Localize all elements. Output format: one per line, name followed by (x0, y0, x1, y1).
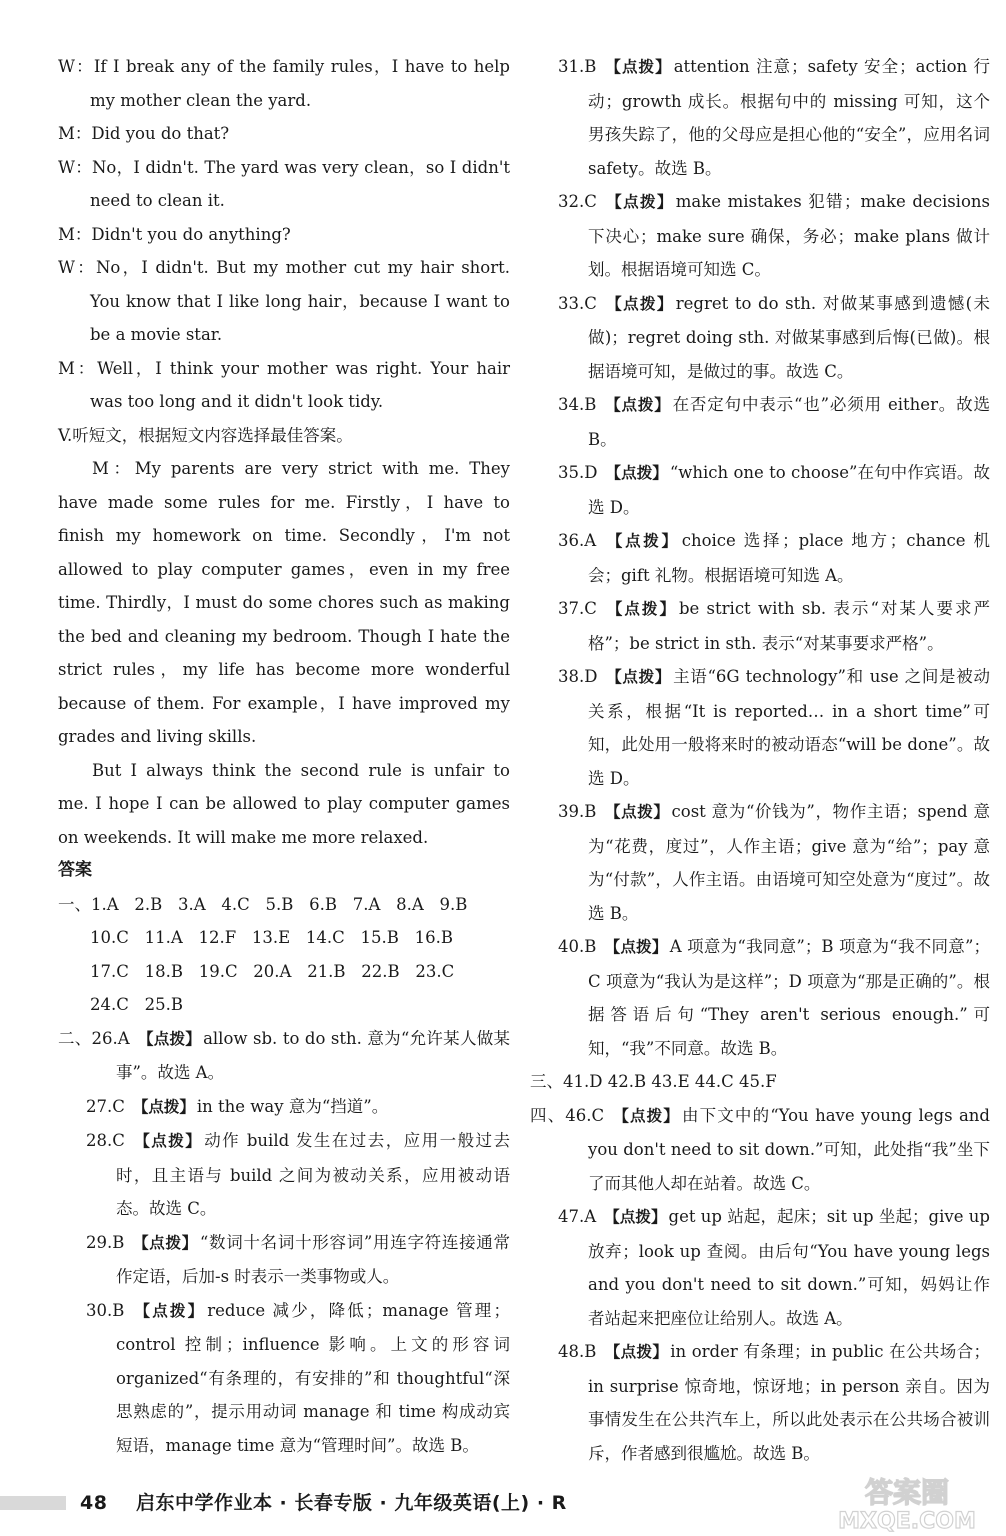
answer-explanation: A 项意为“我同意”；B 项意为“我不同意”；C 项意为“我认为是这样”；D 项意为“那是正确的”。根据答语后句“They aren't serious enough.”可知，“我”不同意。故选 B。 (588, 937, 990, 1058)
answer-item (530, 1200, 990, 1335)
dialogue-line: W：If I break any of the family rules，I have to help my mother clean the yard. (58, 57, 510, 110)
answer-row: 10.C 11.A 12.F 13.E 14.C 15.B 16.B (90, 928, 453, 947)
answer-explanation: get up 站起，起床；sit up 坐起；give up 放弃；look up 查阅。由后句“You have young legs and you don't need to sit down.”可知，妈妈让作者站起来把座位让给别人。故选 A。 (588, 1207, 990, 1328)
hint-tag: 【点拨】 (604, 938, 668, 956)
hint-tag: 【点拨】 (605, 668, 672, 686)
answer-explanation: allow sb. to do sth. 意为“允许某人做某事”。故选 A。 (116, 1028, 510, 1082)
answer-item (58, 1294, 510, 1463)
answer-number: 36.A (558, 531, 597, 550)
hint-tag: 【点拨】 (604, 600, 677, 618)
left-column (58, 50, 510, 1462)
hint-tag: 【点拨】 (132, 1301, 206, 1320)
dialogue-line: M：Didn't you do anything? (58, 224, 291, 244)
answer-number: 31.B (558, 57, 597, 76)
right-column (530, 50, 990, 1470)
hint-tag: 【点拨】 (612, 1106, 680, 1125)
answer-number: 40.B (558, 937, 597, 956)
hint-tag: 【点拨】 (137, 1029, 202, 1048)
answer-number: 28.C (86, 1131, 125, 1150)
watermark-line2: MXQE.COM (838, 1509, 976, 1534)
answer-item (530, 795, 990, 930)
answer-number: 48.B (558, 1342, 597, 1361)
answer-explanation: “数词十名词十形容词”用连字符连接通常作定语，后加-s 时表示一类事物或人。 (116, 1232, 510, 1286)
answer-number: 34.B (558, 395, 597, 414)
hint-tag: 【点拨】 (132, 1097, 195, 1116)
hint-tag: 【点拨】 (604, 532, 680, 550)
footer-decoration-bar (0, 1496, 66, 1510)
answer-explanation: 在否定句中表示“也”必须用 either。故选 B。 (588, 395, 990, 449)
left-answer-items (58, 1022, 510, 1463)
hint-tag: 【点拨】 (604, 294, 674, 313)
answer-number: 35.D (558, 463, 598, 482)
hint-tag: 【点拨】 (604, 58, 672, 76)
hint-tag: 【点拨】 (604, 1208, 667, 1226)
answer-item (530, 50, 990, 185)
dialogue (58, 50, 510, 419)
answer-item (530, 456, 990, 524)
answer-explanation: regret to do sth. 对做某事感到遗憾(未做)；regret doing sth. 对做某事感到后悔(已做)。根据语境可知，是做过的事。故选 C。 (588, 293, 990, 381)
section-v-title: V.听短文，根据短文内容选择最佳答案。 (58, 425, 353, 445)
answer-number: 二、26.A (58, 1028, 130, 1048)
answer-row: 24.C 25.B (90, 995, 183, 1014)
hint-tag: 【点拨】 (604, 396, 671, 414)
dialogue-line: W：No，I didn't. But my mother cut my hair short. You know that I like long hair，because I want to be a movie star. (58, 258, 510, 344)
hint-tag: 【点拨】 (132, 1233, 198, 1252)
answer-item (530, 185, 990, 287)
answer-item (58, 1022, 510, 1090)
answer-explanation: in the way 意为“挡道”。 (196, 1096, 389, 1116)
dialogue-line: W：No，I didn't. The yard was very clean，so I didn't need to clean it. (58, 157, 510, 210)
answer-item (58, 1226, 510, 1294)
right-answer-items (530, 50, 990, 1470)
answer-item (530, 1099, 990, 1201)
answer-item (530, 388, 990, 456)
answer-number: 三、41.D 42.B 43.E 44.C 45.F (530, 1072, 777, 1091)
watermark-logo (822, 1474, 992, 1534)
answer-explanation: choice 选择；place 地方；chance 机会；gift 礼物。根据语境可知选 A。 (588, 531, 990, 585)
answer-item (530, 1065, 990, 1099)
answer-number: 30.B (86, 1300, 125, 1320)
answer-explanation: attention 注意；safety 安全；action 行动；growth 成长。根据句中的 missing 可知，这个男孩失踪了，他的父母应是担心他的“安全”，应用名词 safety。故选 B。 (588, 57, 990, 178)
answer-item (530, 287, 990, 389)
hint-tag: 【点拨】 (604, 803, 670, 821)
passage-paragraph: But I always think the second rule is unfair to me. I hope I can be allowed to play computer games on weekends. It will make me more relaxed. (58, 760, 510, 847)
hint-tag: 【点拨】 (132, 1132, 203, 1150)
answer-explanation: 由下文中的“You have young legs and you don't need to sit down.”可知，此处指“我”坐下了而其他人却在站着。故选 C。 (588, 1105, 990, 1193)
answer-item (530, 930, 990, 1065)
answer-item (530, 524, 990, 592)
dialogue-line: M：Did you do that? (58, 124, 230, 143)
answer-item (530, 660, 990, 795)
answer-number: 33.C (558, 293, 597, 313)
answer-explanation: cost 意为“价钱为”，物作主语；spend 意为“花费，度过”，人作主语；give 意为“给”；pay 意为“付款”，人作主语。由语境可知空处意为“度过”。故选 B。 (588, 802, 990, 923)
answer-explanation: make mistakes 犯错；make decisions 下决心；make sure 确保，务必；make plans 做计划。根据语境可知选 C。 (588, 192, 990, 279)
watermark-line1: 答案圈 (864, 1476, 950, 1509)
answer-explanation: “which one to choose”在句中作宾语。故选 D。 (588, 463, 990, 517)
dialogue-line: M：Well，I think your mother was right. Your hair was too long and it didn't look tidy. (58, 358, 510, 411)
answer-explanation: 主语“6G technology”和 use 之间是被动关系，根据“It is reported… in a short time”可知，此处用一般将来时的被动语态“will be done”。故选 D。 (588, 667, 990, 788)
answer-explanation: 动作 build 发生在过去，应用一般过去时，且主语与 build 之间为被动关系，应用被动语态。故选 C。 (116, 1131, 510, 1218)
answer-row: 一、1.A 2.B 3.A 4.C 5.B 6.B 7.A 8.A 9.B (58, 894, 468, 914)
answer-number: 39.B (558, 802, 597, 821)
answer-number: 37.C (558, 599, 597, 618)
answer-number: 32.C (558, 192, 597, 211)
answer-item (530, 592, 990, 660)
answer-item (58, 1124, 510, 1226)
answer-number: 29.B (86, 1232, 125, 1252)
passage-paragraph: M：My parents are very strict with me. They have made some rules for me. Firstly，I have to finish my homework on time. Secondly，I'm not allowed to play computer games，even in my free time. Thirdly，I must do some chores such as making the bed and cleaning my bedroom. Though I hate the strict rules，my life has become more wonderful because of them. For example，I have improved my grades and living skills. (58, 459, 510, 746)
answer-explanation: be strict with sb. 表示“对某人要求严格”；be strict in sth. 表示“对某事要求严格”。 (588, 599, 990, 653)
hint-tag: 【点拨】 (605, 464, 668, 482)
answers-heading: 答案 (58, 860, 92, 880)
answer-row: 17.C 18.B 19.C 20.A 21.B 22.B 23.C (90, 961, 455, 981)
answer-explanation: reduce 减少，降低；manage 管理；control 控制；influence 影响。上文的形容词 organized“有条理的，有安排的”和 thoughtful“深思熟虑的”，提示用动词 manage 和 time 构成动宾短语，manage time 意为“管理时间”。故选 B。 (116, 1300, 510, 1455)
answer-number: 47.A (558, 1207, 597, 1226)
answer-explanation: in order 有条理；in public 在公共场合；in surprise 惊奇地，惊讶地；in person 亲自。因为事情发生在公共汽车上，所以此处表示在公共场合被训斥，作者感到很尴尬。故选 B。 (588, 1342, 990, 1463)
answer-item (58, 1090, 510, 1125)
book-title: 启东中学作业本 · 长春专版 · 九年级英语(上) · R (135, 1492, 567, 1514)
footer-title (80, 1488, 567, 1515)
answer-number: 27.C (86, 1096, 125, 1116)
hint-tag: 【点拨】 (604, 1343, 669, 1361)
answer-number: 38.D (558, 667, 598, 686)
answer-number: 四、46.C (530, 1105, 605, 1125)
page-number: 48 (80, 1492, 108, 1514)
answer-item (530, 1335, 990, 1470)
hint-tag: 【点拨】 (604, 193, 674, 211)
